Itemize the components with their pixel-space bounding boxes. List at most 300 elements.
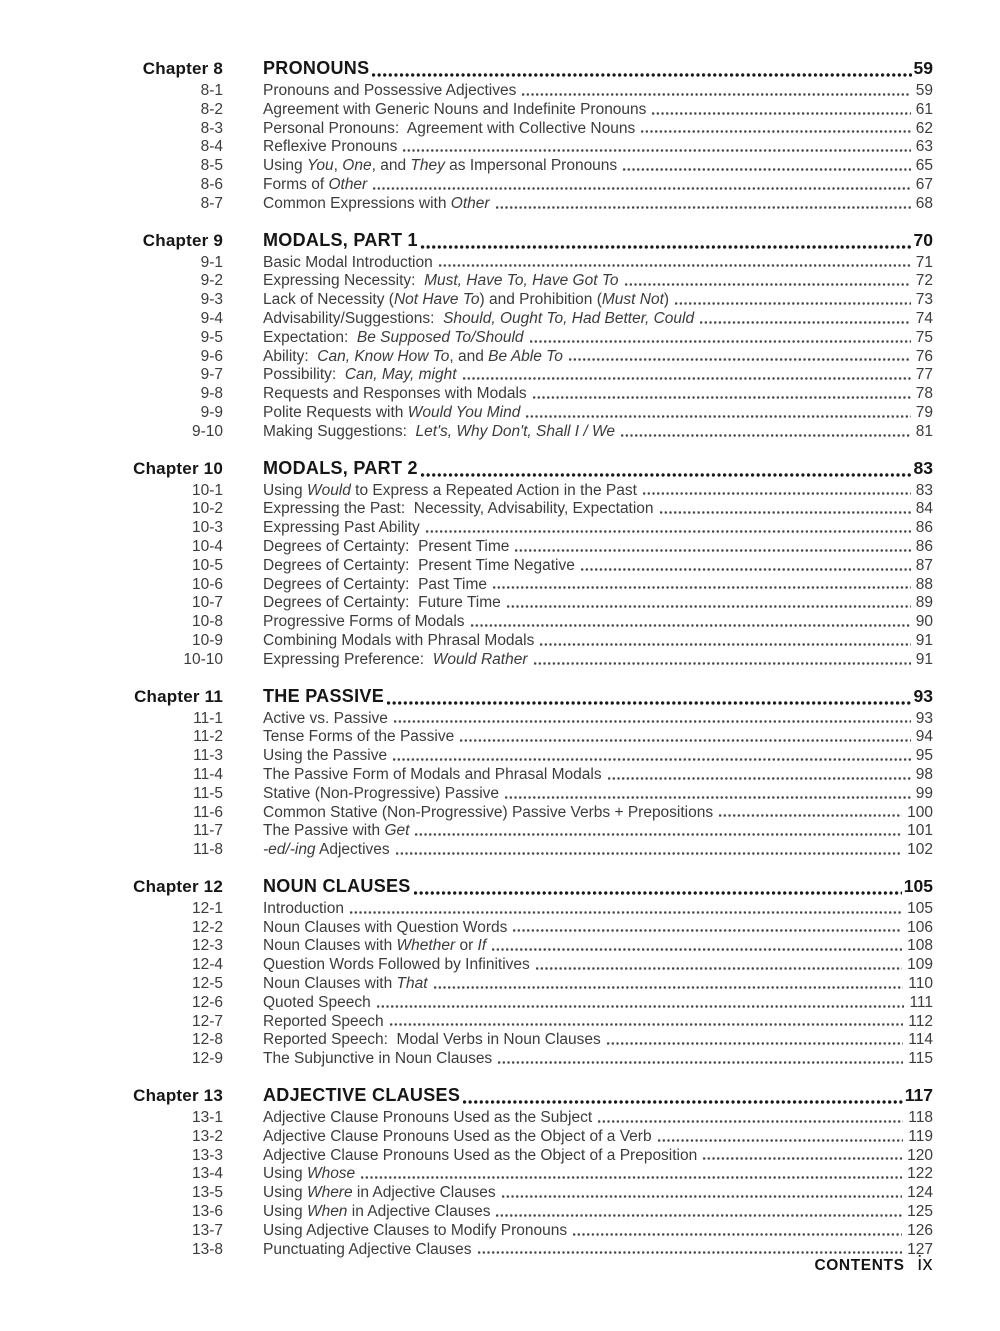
dot-leader [373, 186, 911, 191]
section-page-number: 84 [915, 500, 933, 518]
dot-leader [390, 1022, 904, 1027]
dot-leader [350, 910, 902, 915]
dot-leader [414, 890, 902, 896]
section-page-number: 111 [909, 993, 933, 1011]
section-entry [263, 1013, 933, 1032]
section-title [263, 138, 397, 157]
toc-section-row [100, 613, 933, 632]
section-title [263, 385, 527, 404]
chapter-entry [263, 873, 933, 899]
footer-contents-label: CONTENTS [814, 1257, 905, 1274]
toc-section-row [100, 1013, 933, 1032]
section-number: 8-2 [200, 100, 223, 118]
text: Degrees of Certainty: Present Time [263, 537, 510, 555]
section-number: 9-10 [191, 422, 223, 440]
section-page-number: 86 [915, 519, 933, 537]
toc-section-row [100, 632, 933, 651]
italic-text: Let's, Why Don't, Shall I / We [415, 422, 615, 440]
italic-text: Whose [306, 1165, 356, 1183]
dot-leader [625, 282, 911, 287]
dot-leader [675, 301, 911, 306]
section-title [263, 937, 486, 956]
chapter-page-number: 59 [913, 58, 933, 78]
section-entry [263, 594, 933, 613]
text: MODALS, PART 2 [263, 457, 418, 478]
section-number: 9-4 [200, 309, 223, 327]
section-title [263, 1109, 592, 1128]
toc-section-row [100, 1241, 933, 1260]
text: Introduction [263, 899, 344, 917]
text: Agreement with Generic Nouns and Indefinite Pronouns [263, 100, 647, 118]
section-page-number: 109 [907, 956, 933, 974]
section-page-number: 102 [907, 841, 933, 859]
dot-leader [403, 148, 910, 153]
section-number: 10-8 [191, 613, 223, 631]
section-number: 11-4 [193, 765, 223, 783]
chapter-heading-row [100, 455, 933, 482]
chapter-page-number: 117 [904, 1085, 933, 1106]
dot-leader [421, 244, 912, 250]
italic-text: Would Rather [432, 650, 528, 668]
toc-section-row [100, 747, 933, 766]
section-entry [263, 613, 933, 632]
dot-leader [496, 1213, 902, 1218]
text: Advisability/Suggestions: [263, 309, 444, 327]
section-entry [263, 841, 933, 860]
section-title [263, 710, 388, 729]
chapter-page-number: 70 [913, 229, 933, 250]
chapter-page-number: 83 [913, 457, 933, 478]
italic-text: Can, Know How To [317, 347, 450, 365]
text: Expectation: [263, 328, 357, 346]
toc-section-row [100, 157, 933, 176]
text: Expressing Preference: [263, 650, 433, 668]
text: , and [449, 347, 489, 365]
section-title [263, 1184, 496, 1203]
text: as Impersonal Pronouns [444, 157, 618, 175]
section-page-number: 71 [915, 253, 933, 271]
dot-leader [396, 851, 902, 856]
section-page-number: 126 [907, 1221, 933, 1239]
dot-leader [573, 1232, 902, 1237]
chapter-entry [263, 683, 933, 709]
toc-section-row [100, 956, 933, 975]
text: THE PASSIVE [263, 685, 384, 706]
toc-section-row [100, 1184, 933, 1203]
dot-leader [526, 414, 910, 419]
section-title [263, 1147, 697, 1166]
italic-text: -ed/-ing [263, 841, 316, 859]
section-number: 10-10 [183, 650, 223, 668]
italic-text: They [410, 157, 445, 175]
section-title [263, 594, 501, 613]
section-title [263, 651, 528, 670]
section-number: 10-6 [191, 575, 223, 593]
section-page-number: 122 [907, 1165, 933, 1183]
section-page-number: 100 [907, 803, 933, 821]
dot-leader [660, 510, 911, 515]
toc-section-row [100, 1203, 933, 1222]
text: Noun Clauses with [263, 975, 397, 993]
section-page-number: 91 [915, 650, 933, 668]
section-title [263, 994, 371, 1013]
text: Quoted Speech [263, 993, 371, 1011]
section-number: 13-4 [191, 1165, 223, 1183]
chapter-heading-row [100, 873, 933, 900]
section-title [263, 1203, 490, 1222]
text: , [333, 157, 343, 175]
section-number: 13-5 [191, 1184, 223, 1202]
text: Expressing the Past: Necessity, Advisability, Expectation [263, 500, 654, 518]
dot-leader [507, 604, 911, 609]
italic-text: Must, Have To, Have Got To [424, 272, 619, 290]
text: Possibility: [263, 366, 345, 384]
text: Adjectives [315, 841, 390, 859]
section-number: 8-6 [200, 175, 223, 193]
toc-section-row [100, 785, 933, 804]
section-number: 12-4 [191, 956, 223, 974]
section-number: 12-6 [191, 993, 223, 1011]
section-page-number: 118 [908, 1109, 933, 1127]
section-entry [263, 254, 933, 273]
section-entry [263, 1203, 933, 1222]
section-title [263, 613, 465, 632]
text: Reported Speech [263, 1012, 384, 1030]
chapter-block [100, 55, 933, 214]
section-title [263, 404, 520, 423]
text: Adjective Clause Pronouns Used as the Object of a Verb [263, 1127, 652, 1145]
section-title [263, 538, 509, 557]
text: PRONOUNS [263, 58, 370, 78]
section-number: 10-5 [191, 556, 223, 574]
section-title [263, 176, 367, 195]
dot-leader [498, 1060, 903, 1065]
text: Question Words Followed by Infinitives [263, 956, 530, 974]
chapter-label: Chapter 11 [134, 686, 223, 706]
section-page-number: 67 [915, 175, 933, 193]
section-entry [263, 728, 933, 747]
section-page-number: 87 [915, 556, 933, 574]
italic-text: Where [306, 1184, 353, 1202]
toc-section-row [100, 195, 933, 214]
section-page-number: 95 [915, 747, 933, 765]
section-number: 10-4 [191, 537, 223, 555]
section-page-number: 114 [908, 1031, 933, 1049]
chapter-title [263, 455, 418, 481]
section-title [263, 1165, 355, 1184]
section-entry [263, 1128, 933, 1147]
toc-section-row [100, 310, 933, 329]
toc-section-row [100, 1128, 933, 1147]
section-page-number: 99 [915, 784, 933, 802]
text: Ability: [263, 347, 318, 365]
italic-text: Get [384, 822, 410, 840]
section-title [263, 975, 428, 994]
section-number: 13-3 [191, 1146, 223, 1164]
section-entry [263, 1165, 933, 1184]
text: Using [263, 1184, 307, 1202]
text: Adjective Clause Pronouns Used as the Subject [263, 1109, 593, 1127]
chapter-label: Chapter 13 [133, 1086, 223, 1106]
chapter-entry [263, 55, 933, 81]
text: Tense Forms of the Passive [263, 728, 455, 746]
italic-text: Be Supposed To/Should [356, 328, 524, 346]
section-entry [263, 1109, 933, 1128]
chapter-block [100, 227, 933, 442]
section-number: 9-9 [200, 403, 223, 421]
chapter-block [100, 873, 933, 1069]
section-entry [263, 291, 933, 310]
section-page-number: 86 [915, 537, 933, 555]
section-title [263, 1222, 567, 1241]
toc-section-row [100, 710, 933, 729]
section-title [263, 120, 635, 139]
dot-leader [652, 111, 910, 116]
text: or [455, 937, 478, 955]
toc-section-row [100, 366, 933, 385]
section-page-number: 68 [915, 194, 933, 212]
section-entry [263, 785, 933, 804]
toc-section-row [100, 1109, 933, 1128]
text: Degrees of Certainty: Future Time [263, 594, 501, 612]
section-number: 13-1 [191, 1109, 223, 1127]
section-page-number: 74 [915, 309, 933, 327]
section-number: 12-5 [191, 975, 223, 993]
section-title [263, 1128, 652, 1147]
chapter-title [263, 873, 411, 899]
text: Combining Modals with Phrasal Modals [263, 631, 535, 649]
section-entry [263, 1222, 933, 1241]
section-entry [263, 500, 933, 519]
toc-section-row [100, 1165, 933, 1184]
section-number: 12-3 [191, 937, 223, 955]
section-entry [263, 576, 933, 595]
section-number: 13-2 [191, 1127, 223, 1145]
text: The Passive Form of Modals and Phrasal Modals [263, 765, 602, 783]
section-title [263, 1241, 472, 1260]
section-page-number: 119 [908, 1127, 933, 1145]
italic-text: You [306, 157, 334, 175]
section-page-number: 77 [915, 366, 933, 384]
text: Noun Clauses with Question Words [263, 918, 508, 936]
section-number: 12-1 [191, 899, 223, 917]
section-title [263, 822, 409, 841]
section-number: 13-6 [191, 1203, 223, 1221]
section-entry [263, 1147, 933, 1166]
dot-leader [700, 320, 911, 325]
toc-section-row [100, 519, 933, 538]
chapter-page-number: 105 [903, 875, 933, 896]
toc-section-row [100, 919, 933, 938]
section-page-number: 101 [907, 822, 933, 840]
toc-section-row [100, 423, 933, 442]
text: Making Suggestions: [263, 422, 416, 440]
dot-leader [533, 395, 911, 400]
section-entry [263, 423, 933, 442]
chapter-block [100, 1082, 933, 1259]
section-page-number: 91 [915, 631, 933, 649]
section-title [263, 766, 602, 785]
section-entry [263, 157, 933, 176]
section-title [263, 291, 669, 310]
text: Reflexive Pronouns [263, 138, 398, 156]
toc-section-row [100, 557, 933, 576]
section-number: 8-4 [200, 138, 223, 156]
section-number: 11-8 [193, 841, 223, 859]
section-page-number: 63 [915, 138, 933, 156]
section-title [263, 82, 516, 101]
section-page-number: 93 [915, 709, 933, 727]
text: Stative (Non-Progressive) Passive [263, 784, 500, 802]
section-entry [263, 1031, 933, 1050]
dot-leader [607, 1041, 904, 1046]
section-page-number: 75 [915, 328, 933, 346]
section-number: 12-8 [191, 1031, 223, 1049]
section-page-number: 127 [907, 1240, 933, 1258]
dot-leader [522, 92, 910, 97]
footer-page-number: ix [917, 1253, 933, 1275]
section-page-number: 115 [908, 1050, 933, 1068]
section-title [263, 195, 490, 214]
toc-section-row [100, 385, 933, 404]
dot-leader [515, 548, 910, 553]
section-title [263, 500, 654, 519]
toc-section-row [100, 975, 933, 994]
text: ADJECTIVE CLAUSES [263, 1085, 461, 1106]
italic-text: If [477, 937, 487, 955]
section-page-number: 72 [915, 272, 933, 290]
section-title [263, 785, 499, 804]
section-number: 11-2 [193, 728, 223, 746]
section-number: 9-2 [200, 272, 223, 290]
toc-section-row [100, 120, 933, 139]
section-title [263, 157, 617, 176]
text: Degrees of Certainty: Present Time Negative [263, 556, 575, 574]
section-number: 8-5 [200, 157, 223, 175]
dot-leader [513, 928, 902, 933]
text: Common Stative (Non-Progressive) Passive Verbs + Prepositions [263, 803, 714, 821]
text: MODALS, PART 1 [263, 229, 418, 250]
text: Requests and Responses with Modals [263, 385, 527, 403]
dot-leader [534, 661, 911, 666]
section-page-number: 61 [915, 100, 933, 118]
text: in Adjective Clauses [352, 1184, 496, 1202]
dot-leader [361, 1175, 902, 1180]
dot-leader [536, 966, 902, 971]
chapter-title [263, 227, 418, 253]
toc-section-row [100, 994, 933, 1013]
section-page-number: 106 [907, 918, 933, 936]
text: Using the Passive [263, 747, 388, 765]
section-title [263, 557, 575, 576]
text: in Adjective Clauses [347, 1203, 491, 1221]
text: Using Adjective Clauses to Modify Pronouns [263, 1221, 568, 1239]
text: The Passive with [263, 822, 385, 840]
italic-text: Be Able To [488, 347, 563, 365]
italic-text: Would You Mind [407, 403, 521, 421]
toc-section-row [100, 576, 933, 595]
text: Using [263, 1203, 307, 1221]
italic-text: Whether [396, 937, 456, 955]
section-entry [263, 272, 933, 291]
text: Active vs. Passive [263, 709, 388, 727]
toc-section-row [100, 348, 933, 367]
section-entry [263, 176, 933, 195]
chapter-label: Chapter 10 [133, 458, 223, 478]
section-entry [263, 804, 933, 823]
section-entry [263, 348, 933, 367]
section-entry [263, 82, 933, 101]
section-entry [263, 710, 933, 729]
section-entry [263, 747, 933, 766]
text: to Express a Repeated Action in the Past [350, 481, 637, 499]
italic-text: Would [306, 481, 351, 499]
text: ) and Prohibition ( [479, 291, 602, 309]
chapter-heading-row [100, 1082, 933, 1109]
chapter-entry [263, 227, 933, 253]
chapter-label: Chapter 12 [133, 876, 223, 896]
section-entry [263, 651, 933, 670]
toc-list [100, 55, 933, 1259]
dot-leader [540, 642, 910, 647]
section-title [263, 956, 530, 975]
section-page-number: 90 [915, 613, 933, 631]
section-entry [263, 366, 933, 385]
dot-leader [387, 700, 912, 706]
section-number: 10-9 [191, 631, 223, 649]
section-number: 11-3 [193, 747, 223, 765]
dot-leader [621, 433, 911, 438]
text: Using [263, 157, 307, 175]
dot-leader [569, 357, 911, 362]
toc-section-row [100, 101, 933, 120]
chapter-entry [263, 1082, 933, 1108]
toc-section-row [100, 822, 933, 841]
section-entry [263, 538, 933, 557]
section-page-number: 62 [915, 119, 933, 137]
section-page-number: 94 [915, 728, 933, 746]
italic-text: One [342, 157, 372, 175]
section-page-number: 79 [915, 403, 933, 421]
dot-leader [439, 263, 911, 268]
section-page-number: 88 [915, 575, 933, 593]
section-entry [263, 975, 933, 994]
text: Punctuating Adjective Clauses [263, 1240, 472, 1258]
toc-section-row [100, 138, 933, 157]
toc-section-row [100, 254, 933, 273]
dot-leader [641, 129, 911, 134]
section-title [263, 841, 390, 860]
section-entry [263, 937, 933, 956]
section-entry [263, 329, 933, 348]
section-title [263, 728, 454, 747]
section-page-number: 65 [915, 157, 933, 175]
section-number: 9-5 [200, 328, 223, 346]
dot-leader [530, 339, 911, 344]
text: Using [263, 1165, 307, 1183]
section-entry [263, 310, 933, 329]
dot-leader [581, 567, 911, 572]
dot-leader [393, 757, 911, 762]
italic-text: Other [450, 194, 490, 212]
section-page-number: 98 [915, 765, 933, 783]
chapter-title [263, 683, 384, 709]
dot-leader [703, 1156, 902, 1161]
section-title [263, 310, 694, 329]
section-entry [263, 385, 933, 404]
dot-leader [377, 1004, 905, 1009]
page-footer [814, 1253, 933, 1276]
